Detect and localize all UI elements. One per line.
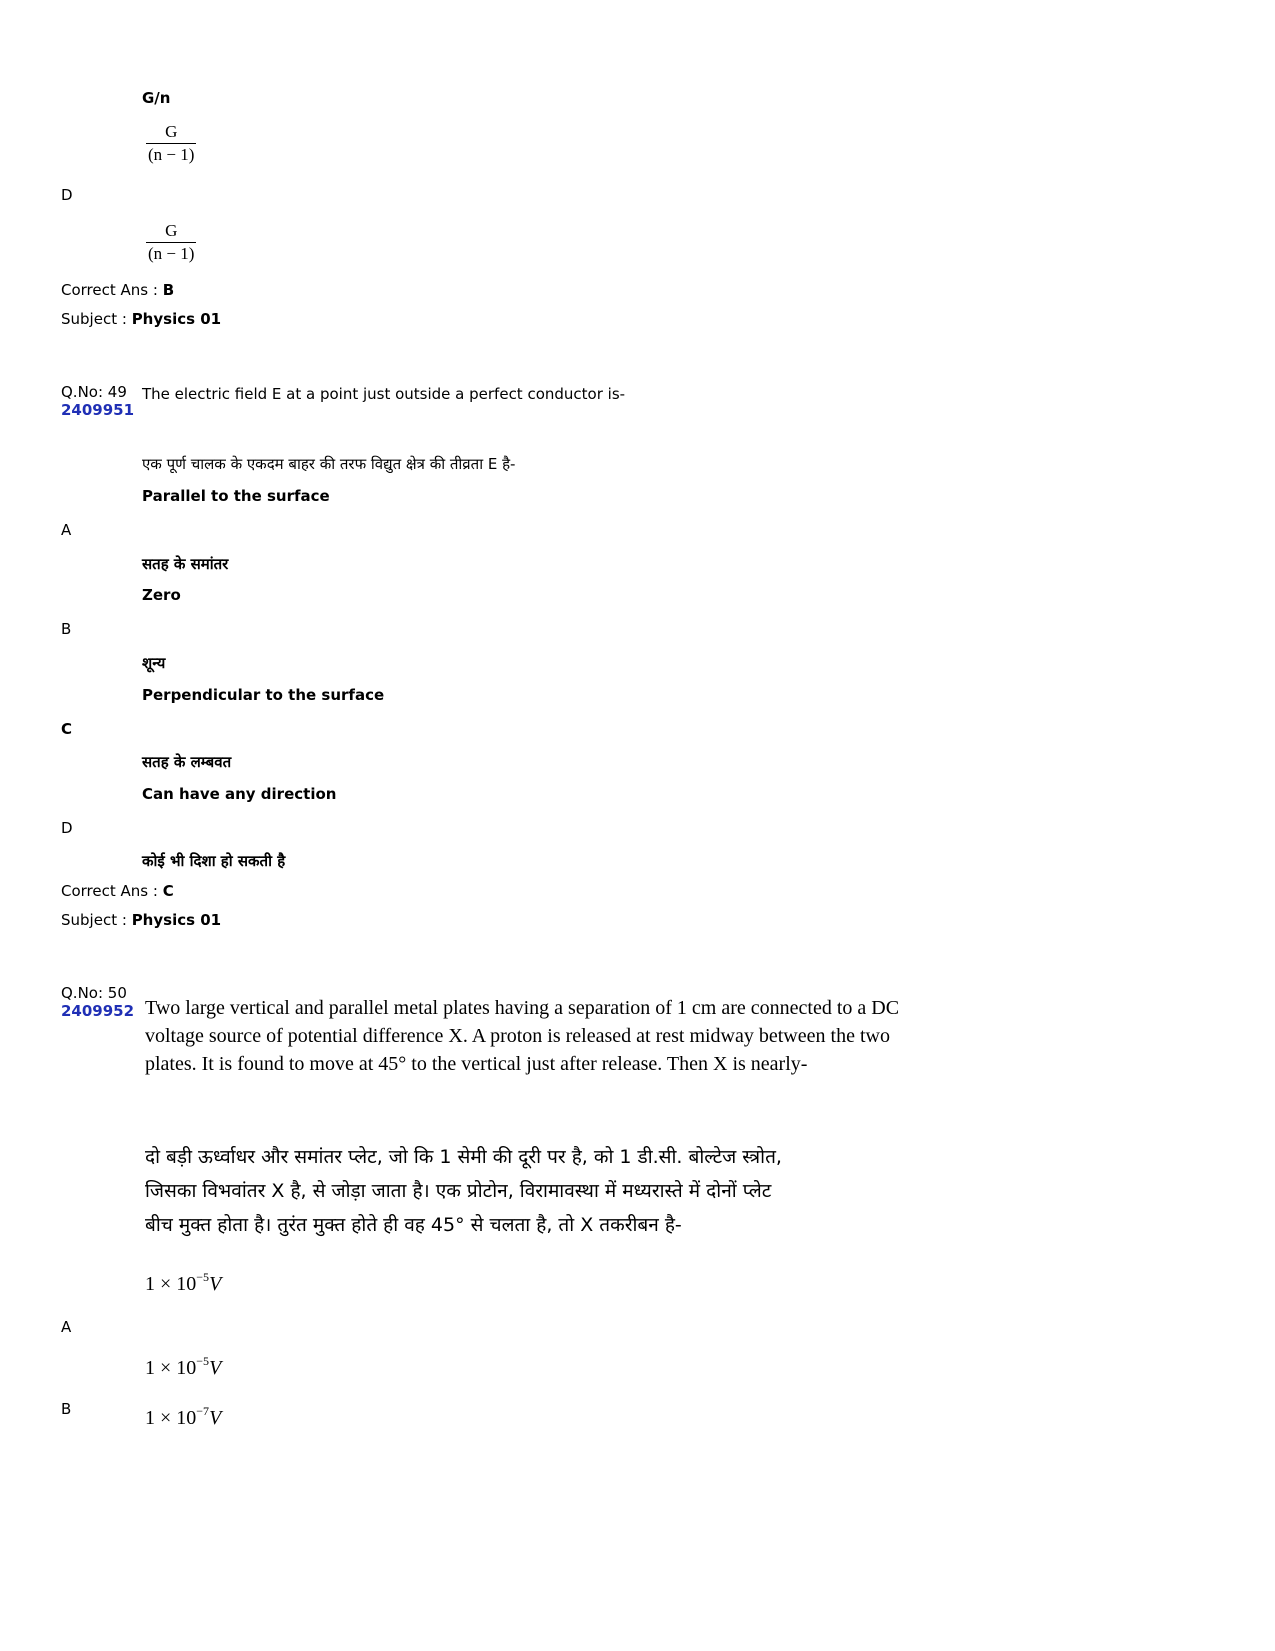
q48-subject	[61, 310, 221, 328]
correct-answer-label: Correct Ans :	[61, 281, 158, 299]
question-hi-line: दो बड़ी ऊर्ध्वाधर और समांतर प्लेट, जो कि 1 सेमी की दूरी पर है, को 1 डी.सी. बोल्टेज स्त्रोत,	[145, 1146, 782, 1168]
q49-option-a-hi: सतह के समांतर	[142, 555, 229, 573]
q49-option-c-label: C	[61, 720, 73, 738]
q50-option-b-value	[145, 1404, 221, 1430]
q49-option-a-en: Parallel to the surface	[142, 487, 330, 505]
q49-option-b-label: B	[61, 620, 72, 638]
question-en-line: Two large vertical and parallel metal plates having a separation of 1 cm are connected to a DC	[145, 997, 900, 1019]
fraction-denominator: (n − 1)	[148, 145, 195, 164]
q49-option-c-en: Perpendicular to the surface	[142, 686, 385, 704]
subject-label: Subject :	[61, 911, 127, 929]
q49-question-hi: एक पूर्ण चालक के एकदम बाहर की तरफ विद्युत क्षेत्र की तीव्रता E है-	[142, 455, 516, 473]
math-exponent: −5	[196, 1354, 210, 1368]
q49-number: Q.No: 49	[61, 383, 127, 401]
q48-option-d-label: D	[61, 186, 73, 204]
fraction-denominator: (n − 1)	[148, 244, 195, 263]
math-base: 1 × 10	[145, 1357, 197, 1379]
q49-option-a-label: A	[61, 521, 72, 539]
q50-option-a-value	[145, 1270, 221, 1296]
math-exponent: −5	[196, 1270, 210, 1284]
question-hi-line: जिसका विभवांतर X है, से जोड़ा जाता है। एक प्रोटोन, विरामावस्था में मध्यरास्ते में दोनों प्लेट	[145, 1180, 772, 1202]
q49-correct-answer	[61, 882, 174, 900]
math-unit: V	[209, 1357, 222, 1379]
q49-option-d-en: Can have any direction	[142, 785, 337, 803]
q50-option-a-label: A	[61, 1318, 72, 1336]
question-en-line: voltage source of potential difference X. A proton is released at rest midway between the two	[145, 1025, 890, 1047]
q48-option-d-fraction	[146, 220, 196, 265]
math-unit: V	[209, 1407, 222, 1429]
fraction-numerator: G	[165, 122, 178, 141]
math-unit: V	[209, 1273, 222, 1295]
q50-number: Q.No: 50	[61, 984, 127, 1002]
q50-question-hi	[145, 1140, 925, 1242]
correct-answer-value: C	[162, 882, 174, 900]
question-hi-line: बीच मुक्त होता है। तुरंत मुक्त होते ही वह 45° से चलता है, तो X तकरीबन है-	[145, 1214, 682, 1236]
q49-question-en: The electric field E at a point just outside a perfect conductor is-	[142, 385, 626, 403]
math-base: 1 × 10	[145, 1273, 197, 1295]
q50-id: 2409952	[61, 1002, 135, 1020]
subject-label: Subject :	[61, 310, 127, 328]
question-en-line: plates. It is found to move at 45° to the vertical just after release. Then X is nearly-	[145, 1053, 808, 1075]
q49-option-b-hi: शून्य	[142, 654, 166, 672]
math-base: 1 × 10	[145, 1407, 197, 1429]
q48-option-c-fraction	[146, 121, 196, 166]
q50-question-en	[145, 994, 925, 1078]
q50-option-a-repeat	[145, 1354, 221, 1380]
q49-option-d-hi: कोई भी दिशा हो सकती है	[142, 852, 286, 870]
q48-correct-answer	[61, 281, 174, 299]
subject-value: Physics 01	[131, 310, 222, 328]
q49-option-b-en: Zero	[142, 586, 181, 604]
subject-value: Physics 01	[131, 911, 222, 929]
q49-id: 2409951	[61, 401, 135, 419]
q49-option-c-hi: सतह के लम्बवत	[142, 753, 232, 771]
fraction-numerator: G	[165, 221, 178, 240]
q48-option-c-text: G/n	[142, 89, 171, 107]
math-exponent: −7	[196, 1404, 210, 1418]
correct-answer-label: Correct Ans :	[61, 882, 158, 900]
q50-option-b-label: B	[61, 1400, 72, 1418]
q49-subject	[61, 911, 221, 929]
correct-answer-value: B	[162, 281, 175, 299]
q49-option-d-label: D	[61, 819, 73, 837]
